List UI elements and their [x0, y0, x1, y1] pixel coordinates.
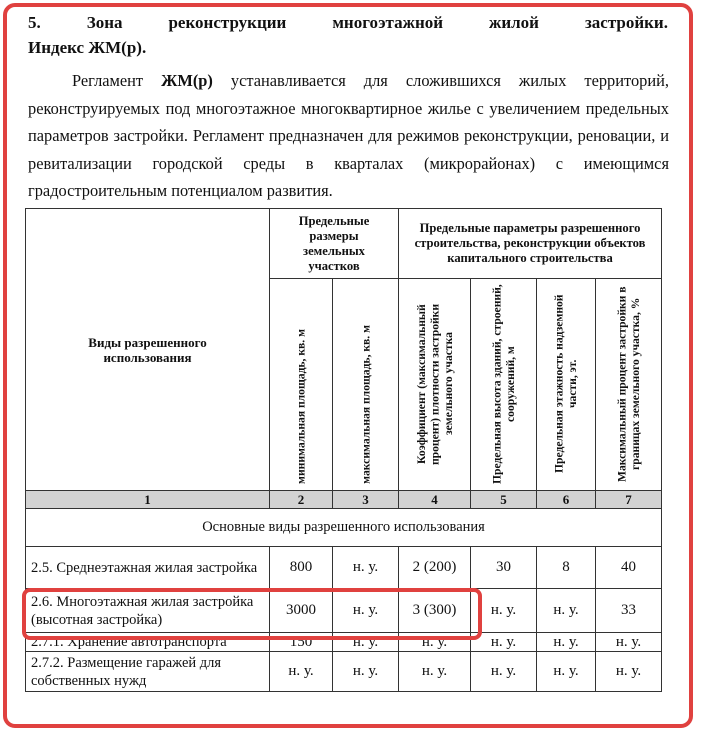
table-cell: н. у.	[537, 633, 596, 652]
table-cell: 33	[596, 589, 662, 633]
col-number: 7	[596, 491, 662, 509]
table-cell: н. у.	[471, 652, 537, 692]
row-name: 2.6. Многоэтажная жилая застройка (высотная застройка)	[26, 589, 270, 633]
heading-word: застройки.	[584, 13, 668, 32]
table-cell: н. у.	[399, 633, 471, 652]
para-post: устанавливается для сложившихся жилых территорий, реконструируемых под многоэтажное многоквартирное жилье с увеличением предельных параметров застройки. Регламент предназначен для режимов реконструкции, реновации, и ревитализации городской среды в кварталах (микрорайонах) с имеющимся градостроительным потенциалом развития.	[28, 71, 669, 200]
section-heading	[28, 10, 668, 60]
row-name: 2.7.2. Размещение гаражей для собственных нужд	[26, 652, 270, 692]
table-cell: 2 (200)	[399, 547, 471, 589]
column-number-row	[26, 491, 662, 509]
table-cell: н. у.	[537, 652, 596, 692]
col-number: 4	[399, 491, 471, 509]
table-cell: н. у.	[399, 652, 471, 692]
table-cell: 40	[596, 547, 662, 589]
table-cell: н. у.	[333, 547, 399, 589]
table-cell: 150	[270, 633, 333, 652]
table-row	[26, 547, 662, 589]
group-header-params: Предельные параметры разрешенного строительства, реконструкции объектов капитального строительства	[399, 209, 662, 279]
table-cell: н. у.	[333, 633, 399, 652]
table-cell: н. у.	[270, 652, 333, 692]
col-number: 2	[270, 491, 333, 509]
table-cell: 30	[471, 547, 537, 589]
table-cell: н. у.	[537, 589, 596, 633]
col-number: 1	[26, 491, 270, 509]
para-pre: Регламент	[72, 71, 162, 90]
vert-header-3: Коэффициент (максимальный процент) плотности застройки земельного участка	[399, 279, 471, 491]
table-cell: 3 (300)	[399, 589, 471, 633]
col-header-main: Виды разрешенного использования	[26, 209, 270, 491]
vert-header-6: Максимальный процент застройки в границах земельного участка, %	[596, 279, 662, 491]
row-name: 2.5. Среднеэтажная жилая застройка	[26, 547, 270, 589]
table-cell: 800	[270, 547, 333, 589]
vert-header-1: минимальная площадь, кв. м	[270, 279, 333, 491]
table-cell: 3000	[270, 589, 333, 633]
col-number: 5	[471, 491, 537, 509]
heading-line-1	[28, 10, 668, 35]
regulation-paragraph	[28, 67, 669, 205]
heading-word: жилой	[489, 13, 539, 32]
vert-header-2: максимальная площадь, кв. м	[333, 279, 399, 491]
highlight-box	[22, 588, 482, 640]
section-row: Основные виды разрешенного использования	[26, 509, 662, 547]
col-number: 6	[537, 491, 596, 509]
heading-word: Зона	[86, 13, 123, 32]
row-name: 2.7.1. Хранение автотранспорта	[26, 633, 270, 652]
heading-word: реконструкции	[168, 13, 287, 32]
table-cell: н. у.	[471, 589, 537, 633]
group-header-land: Предельные размеры земельных участков	[270, 209, 399, 279]
table-cell: н. у.	[471, 633, 537, 652]
table-cell: н. у.	[596, 652, 662, 692]
table-row	[26, 652, 662, 692]
table-cell: н. у.	[333, 652, 399, 692]
col-number: 3	[333, 491, 399, 509]
table-cell: н. у.	[333, 589, 399, 633]
vert-header-4: Предельная высота зданий, строений, сооружений, м	[471, 279, 537, 491]
vert-header-5: Предельная этажность надземной части, эт.	[537, 279, 596, 491]
heading-word: многоэтажной	[332, 13, 444, 32]
heading-line-2: Индекс ЖМ(р).	[28, 38, 147, 57]
table-cell: 8	[537, 547, 596, 589]
table-cell: н. у.	[596, 633, 662, 652]
zone-index: ЖМ(р)	[161, 71, 213, 90]
heading-word: 5.	[28, 13, 41, 32]
